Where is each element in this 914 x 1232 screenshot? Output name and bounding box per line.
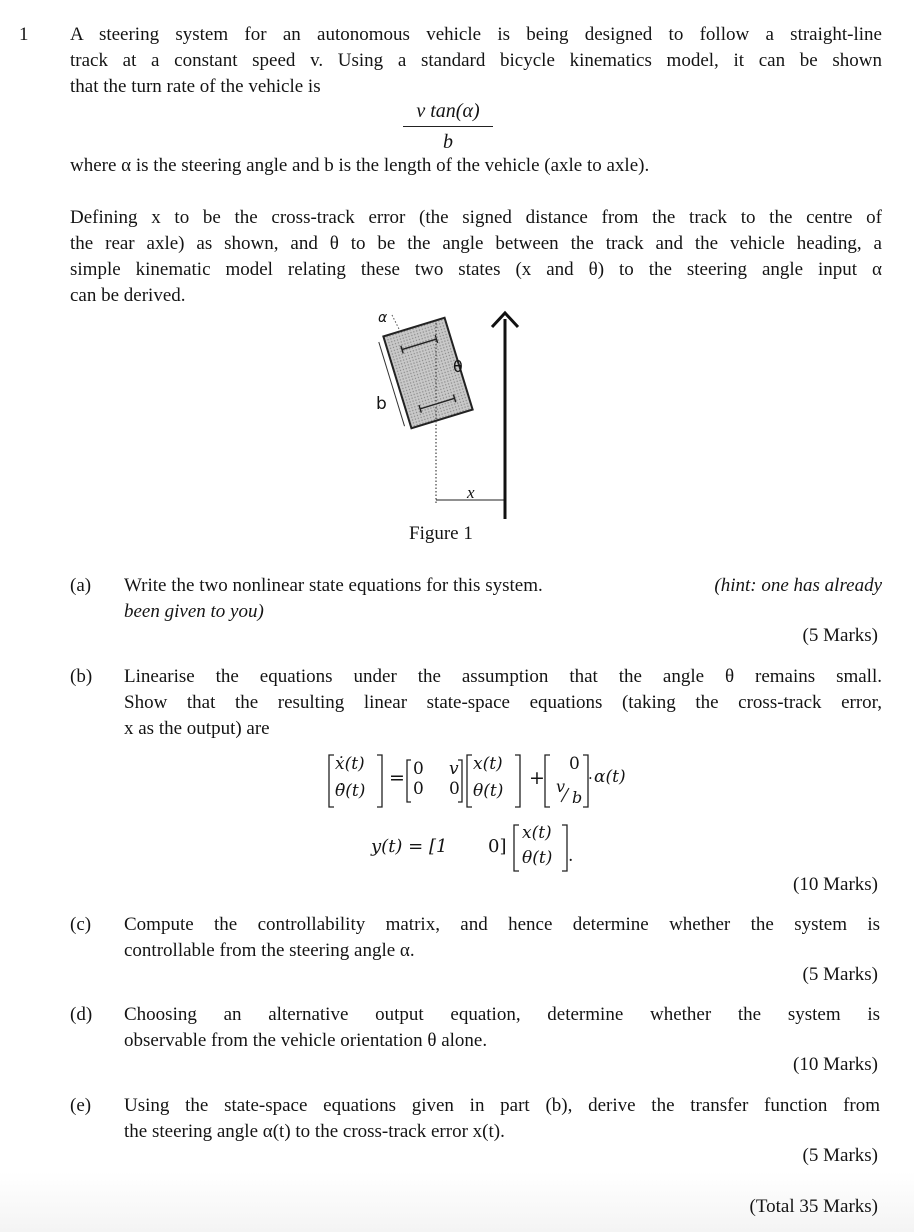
- part-d-marks: (10 Marks): [793, 1054, 878, 1075]
- figure-label-b: b: [376, 394, 387, 414]
- fraction-denominator: b: [443, 131, 453, 153]
- intro-line-1: A steering system for an autonomous vehicle is being designed to follow a straight-line: [70, 24, 882, 45]
- eq-output-lhs: y(t) = [1: [371, 836, 448, 857]
- part-d-label: (d): [70, 1004, 93, 1025]
- figure-label-alpha: α: [378, 310, 388, 326]
- question-number: 1: [19, 24, 29, 45]
- part-a-label: (a): [70, 575, 92, 596]
- para2-line-4: can be derived.: [70, 285, 186, 306]
- part-b-marks: (10 Marks): [793, 874, 878, 895]
- part-c-marks: (5 Marks): [802, 964, 878, 985]
- fraction-bar: [403, 126, 493, 127]
- figure-1-diagram: [360, 305, 540, 525]
- eq-output-state-bottom: θ(t): [522, 848, 553, 868]
- eq-lhs-top: ẋ(t): [335, 754, 365, 774]
- intro-line-2: track at a constant speed v. Using a standard bicycle kinematics model, it can be shown: [70, 50, 882, 71]
- part-e-line-2: the steering angle α(t) to the cross-track error x(t).: [124, 1121, 505, 1142]
- part-c-line-2: controllable from the steering angle α.: [124, 940, 415, 961]
- figure-label-x: x: [467, 483, 475, 502]
- para2-line-1: Defining x to be the cross-track error (the signed distance from the track to the centre of: [70, 207, 882, 228]
- eq-a-12: v: [449, 759, 459, 779]
- part-b-line-2: Show that the resulting linear state-space equations (taking the cross-track error,: [124, 692, 882, 713]
- part-b-label: (b): [70, 666, 93, 687]
- total-marks: (Total 35 Marks): [749, 1196, 878, 1217]
- eq-state-bottom: θ(t): [473, 781, 504, 801]
- eq-b-bottom-num: v: [556, 777, 566, 796]
- turn-rate-fraction: [398, 98, 498, 155]
- eq-b-top: 0: [569, 754, 580, 774]
- eq-output-period: .: [568, 846, 574, 866]
- state-equation-brackets: [325, 752, 685, 812]
- part-b-line-3: x as the output) are: [124, 718, 270, 739]
- para2-line-3: simple kinematic model relating these two states (x and θ) to the steering angle input α: [70, 259, 882, 280]
- figure-caption: Figure 1: [409, 523, 473, 544]
- fraction-numerator: v tan(α): [416, 100, 480, 122]
- part-e-line-1: Using the state-space equations given in part (b), derive the transfer function from: [124, 1095, 880, 1116]
- part-c-label: (c): [70, 914, 92, 935]
- alpha-guide: [392, 315, 400, 331]
- part-a-hint-2: been given to you): [124, 601, 264, 622]
- eq-output-c2: 0]: [488, 836, 507, 857]
- eq-a-22: 0: [449, 779, 460, 799]
- eq-a-21: 0: [413, 779, 424, 799]
- part-b-line-1: Linearise the equations under the assumption that the angle θ remains small.: [124, 666, 882, 687]
- part-e-label: (e): [70, 1095, 92, 1116]
- eq-output-state-top: x(t): [522, 823, 552, 843]
- eq-state-top: x(t): [473, 754, 503, 774]
- intro-line-4: where α is the steering angle and b is the length of the vehicle (axle to axle).: [70, 155, 650, 176]
- eq-lhs-bottom: θ̇(t): [335, 781, 366, 801]
- eq-b-bottom-den: b: [572, 788, 583, 807]
- eq-input: α(t): [594, 767, 626, 787]
- eq-a-11: 0: [413, 759, 424, 779]
- part-d-line-2: observable from the vehicle orientation θ alone.: [124, 1030, 488, 1051]
- part-a-line-1: [124, 573, 882, 599]
- figure-label-theta: θ: [453, 357, 463, 376]
- para2-line-2: the rear axle) as shown, and θ to be the angle between the track and the vehicle heading, a: [70, 233, 882, 254]
- part-d-line-1: Choosing an alternative output equation, determine whether the system is: [124, 1004, 880, 1025]
- eq-plus: +: [529, 767, 545, 789]
- eq-equals: =: [389, 767, 405, 789]
- part-a-marks: (5 Marks): [802, 625, 878, 646]
- part-a-hint-1: (hint: one has already: [714, 575, 882, 596]
- part-c-line-1: Compute the controllability matrix, and hence determine whether the system is: [124, 914, 880, 935]
- part-a-text: Write the two nonlinear state equations for this system.: [124, 575, 543, 596]
- eq-dot: ·: [588, 769, 593, 787]
- intro-line-3: that the turn rate of the vehicle is: [70, 76, 321, 97]
- part-e-marks: (5 Marks): [802, 1145, 878, 1166]
